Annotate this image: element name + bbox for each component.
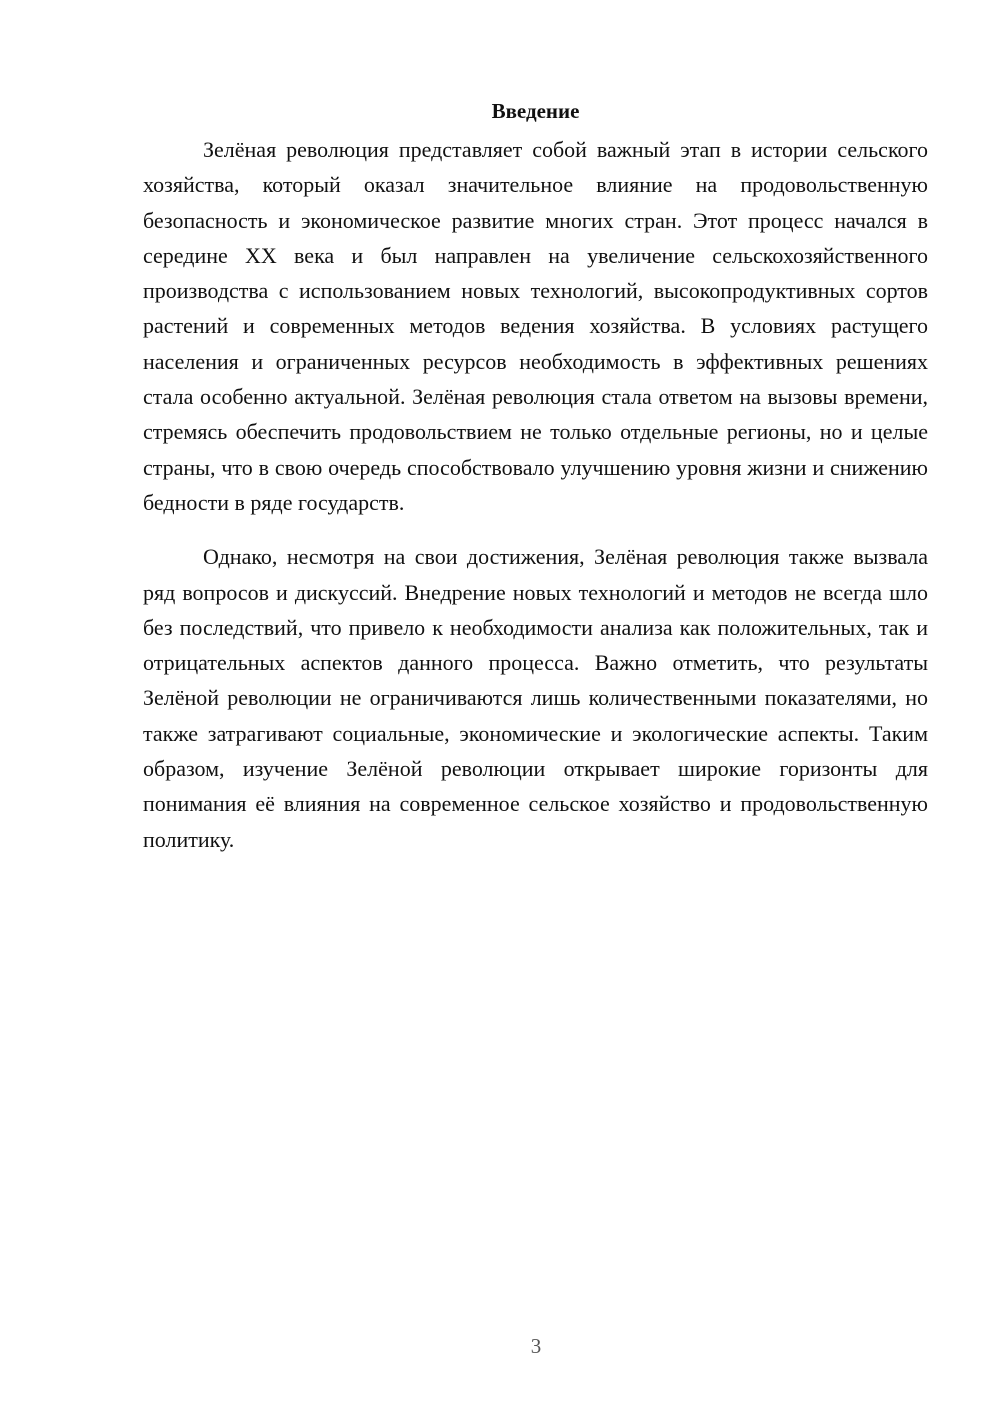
- page-content: [143, 96, 928, 857]
- paragraph-2: Однако, несмотря на свои достижения, Зелёная революция также вызвала ряд вопросов и дискуссий. Внедрение новых технологий и методов не всегда шло без последствий, что привело к необходимости анализа как положительных, так и отрицательных аспектов данного процесса. Важно отметить, что результаты Зелёной революции не ограничиваются лишь количественными показателями, но также затрагивают социальные, экономические и экологические аспекты. Таким образом, изучение Зелёной революции открывает широкие горизонты для понимания её влияния на современное сельское хозяйство и продовольственную политику.: [143, 544, 928, 852]
- page-number: 3: [530, 1334, 542, 1358]
- section-heading: Введение: [491, 99, 580, 123]
- paragraph-1: Зелёная революция представляет собой важный этап в истории сельского хозяйства, который оказал значительное влияние на продовольственную безопасность и экономическое развитие многих стран. Этот процесс начался в середине XX века и был направлен на увеличение сельскохозяйственного производства с использованием новых технологий, высокопродуктивных сортов растений и современных методов ведения хозяйства. В условиях растущего населения и ограниченных ресурсов необходимость в эффективных решениях стала особенно актуальной. Зелёная революция стала ответом на вызовы времени, стремясь обеспечить продовольствием не только отдельные регионы, но и целые страны, что в свою очередь способствовало улучшению уровня жизни и снижению бедности в ряде государств.: [143, 137, 928, 515]
